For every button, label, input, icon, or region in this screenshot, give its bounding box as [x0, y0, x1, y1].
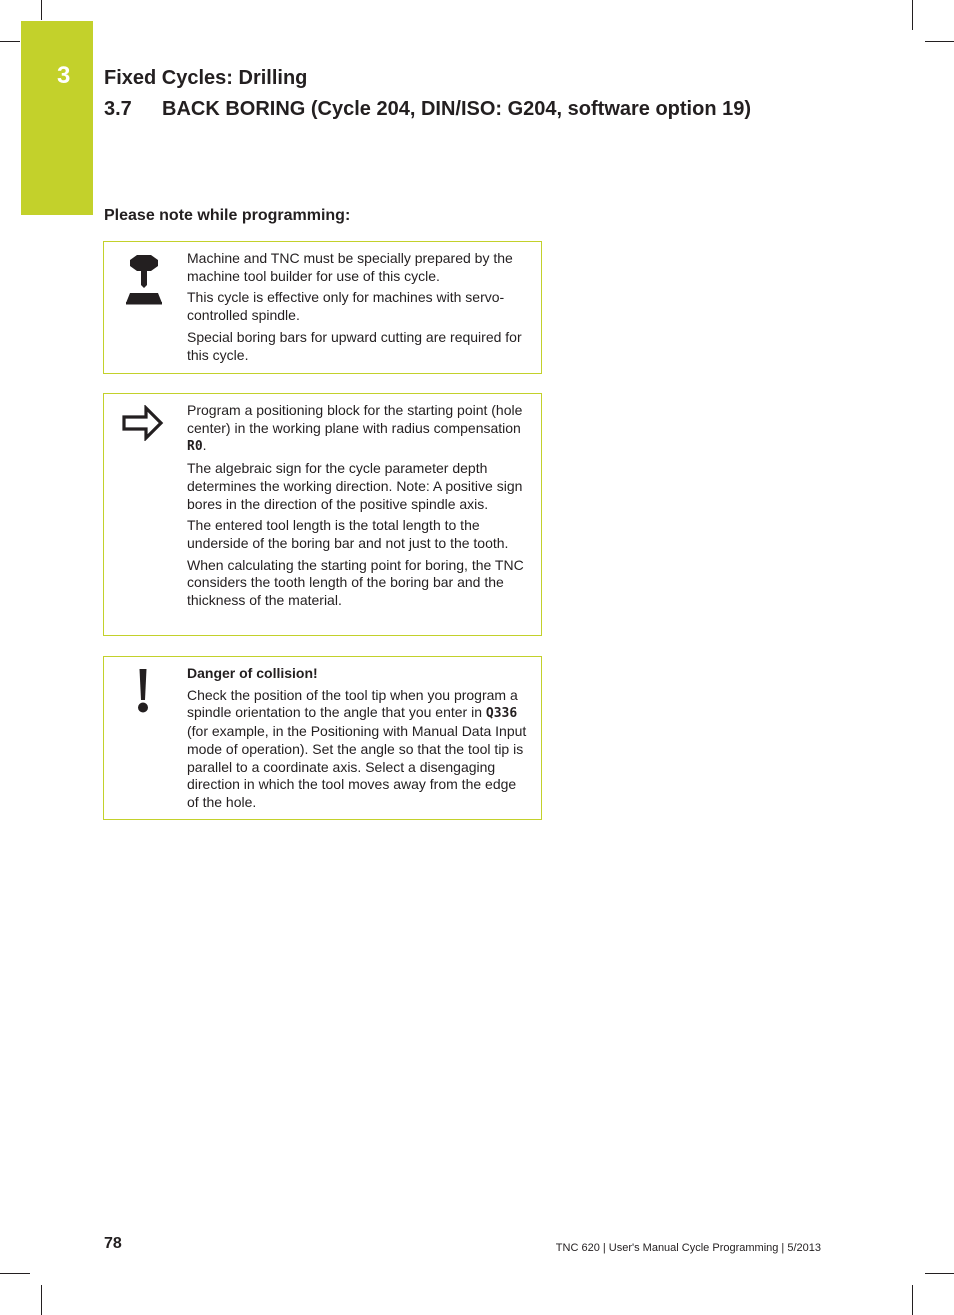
note-paragraph: When calculating the starting point for boring, the TNC considers the tooth length of the boring bar and the thickness of the material. [187, 556, 524, 609]
section-title: BACK BORING (Cycle 204, DIN/ISO: G204, software option 19) [162, 98, 752, 120]
note-text [186, 394, 541, 619]
crop-mark [925, 41, 954, 42]
note-paragraph [187, 687, 529, 812]
subheading: Please note while programming: [104, 207, 351, 224]
note-paragraph: The algebraic sign for the cycle parameter depth determines the working direction. Note: A positive sign bores in the direction of the positive spindle axis. [187, 460, 523, 512]
crop-mark [41, 1285, 42, 1315]
chapter-tab [21, 21, 93, 215]
note-text [186, 657, 541, 821]
note-text-run: Check the position of the tool tip when you program a spindle orientation to the angle that you enter in [187, 686, 518, 721]
chapter-title: Fixed Cycles: Drilling [104, 67, 308, 89]
arrow-right-icon [122, 405, 164, 441]
note-paragraph [187, 402, 529, 456]
exclamation-icon [136, 667, 150, 715]
code-r0: R0 [187, 439, 203, 455]
page-number: 78 [104, 1235, 122, 1252]
crop-mark [41, 0, 42, 20]
note-text [186, 242, 541, 373]
crop-mark [925, 1273, 954, 1274]
note-paragraph: The entered tool length is the total length to the underside of the boring bar and not just to the tooth. [187, 517, 509, 551]
note-paragraph: Special boring bars for upward cutting are required for this cycle. [187, 328, 522, 363]
section-heading [104, 98, 751, 121]
footer-text: TNC 620 | User's Manual Cycle Programming | 5/2013 [555, 1242, 821, 1254]
note-text-run: Program a positioning block for the starting point (hole center) in the working plane with radius compensation [187, 402, 523, 436]
crop-mark [0, 41, 20, 42]
code-q336: Q336 [485, 706, 518, 722]
warning-heading: Danger of collision! [187, 665, 318, 681]
chapter-number: 3 [57, 62, 71, 89]
crop-mark [912, 1285, 913, 1315]
note-text-run: . [202, 437, 207, 454]
note-paragraph: Machine and TNC must be specially prepared by the machine tool builder for use of this cycle. [187, 250, 513, 284]
crop-mark [912, 0, 913, 30]
note-box-tips [103, 393, 542, 636]
crop-mark [0, 1273, 30, 1274]
machine-tool-icon [124, 253, 164, 307]
note-paragraph: This cycle is effective only for machines with servo-controlled spindle. [187, 289, 505, 324]
note-box-warning [103, 656, 542, 820]
note-text-run: (for example, in the Positioning with Manual Data Input mode of operation). Set the angle so that the tool tip is parallel to a coordinate axis. Select a disengaging direction in which the tool moves away from the edge of the hole. [187, 723, 527, 810]
note-box-machine [103, 241, 542, 374]
section-number: 3.7 [104, 98, 132, 120]
